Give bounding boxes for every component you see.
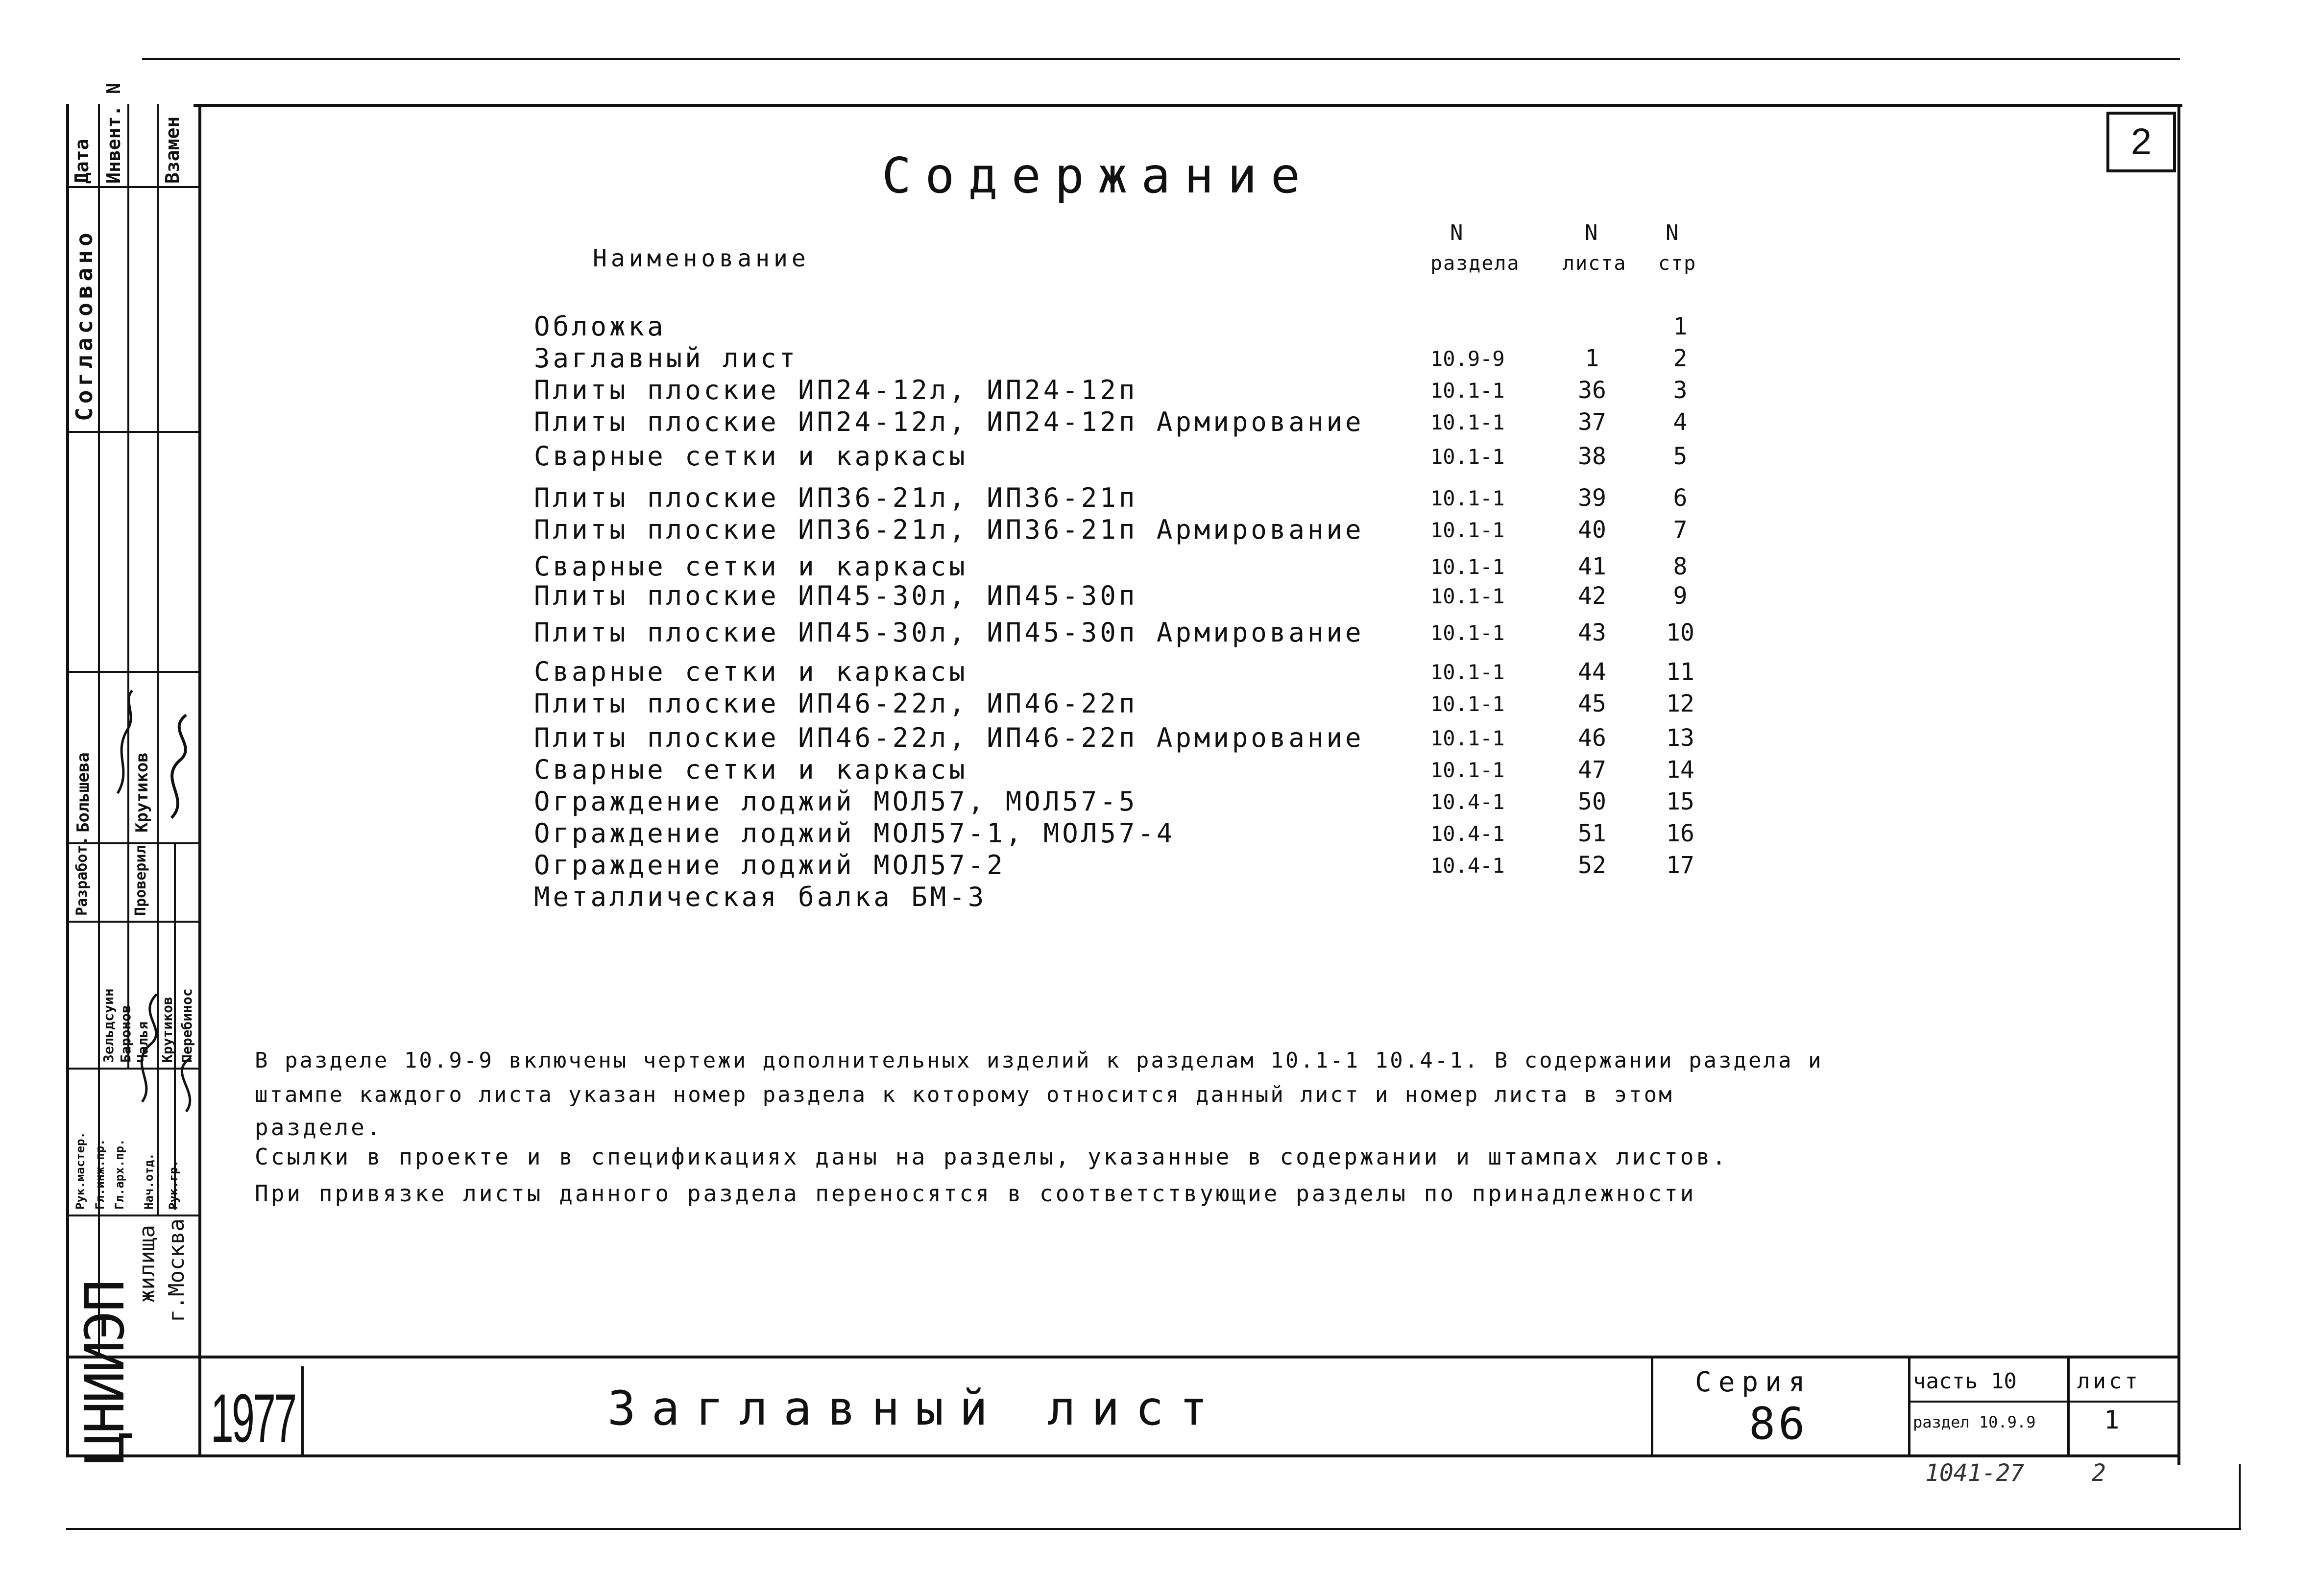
bottom-outer-border (66, 1528, 2241, 1530)
stamp-staff-name-4: Крутиков (159, 997, 175, 1063)
year: 1977 (211, 1380, 295, 1456)
title-block-top (66, 1356, 2180, 1358)
note-line-3: разделе. (255, 1114, 383, 1141)
list-item: Заглавный лист 10.9-9 1 2 (534, 343, 1688, 374)
archive-page: 2 (2092, 1459, 2106, 1487)
list-item: Сварные сетки и каркасы 10.1-1 38 5 (534, 441, 1688, 472)
title-block-title: Заглавный лист (607, 1381, 1224, 1436)
tb-div-part (1908, 1356, 1910, 1454)
stamp-replace-label: Взамен (162, 116, 183, 184)
list-item: Металлическая балка БМ-3 (534, 881, 987, 912)
stamp-sep-7 (66, 1215, 198, 1216)
list-item: Плиты плоские ИП24-12л, ИП24-12п 10.1-1 36 3 (534, 375, 1688, 405)
org-name: жилища (135, 1225, 160, 1303)
right-outer-border (2239, 1464, 2241, 1528)
stamp-staff-name-1: Зельдсуин (100, 988, 117, 1063)
signatures-drawing (69, 671, 198, 1210)
left-inner-border (198, 104, 201, 1455)
header-section: раздела (1430, 252, 1520, 275)
list-item: Плиты плоские ИП36-21л, ИП36-21п 10.1-1 39 6 (534, 482, 1688, 513)
tb-row-split (1908, 1401, 2177, 1403)
list-item: Плиты плоские ИП45-30л, ИП45-30п 10.1-1 42 9 (534, 580, 1688, 611)
top-outer-border (142, 58, 2180, 60)
note-line-4: Ссылки в проекте и в спецификациях даны на разделы, указанные в содержании и штампах листов. (255, 1143, 1728, 1170)
top-inner-border (193, 104, 2182, 107)
stamp-staff-role-4: Нач.отд. (142, 1153, 156, 1210)
stamp-sep-2 (66, 431, 198, 433)
stamp-staff-name-3: Чалья (135, 1021, 151, 1063)
header-sheet-n: N (1585, 220, 1599, 245)
stamp-staff-role-2: Гл.инж.пр. (93, 1139, 107, 1210)
series-value: 86 (1749, 1398, 1808, 1450)
list-item: Сварные сетки и каркасы 10.1-1 44 11 (534, 656, 1694, 687)
header-sheet: листа (1563, 252, 1627, 275)
list-item: Плиты плоские ИП24-12л, ИП24-12п Армирование 10.1-1 37 4 (534, 406, 1688, 437)
section-label: раздел 10.9.9 (1913, 1413, 2036, 1431)
title-block-bottom (66, 1454, 2180, 1457)
stamp-staff-name-5: Перебинос (179, 988, 195, 1063)
header-page: стр (1658, 252, 1697, 275)
stamp-name-2: Крутиков (132, 752, 152, 833)
tb-div-series (1651, 1356, 1653, 1454)
note-line-5: При привязке листы данного раздела переносятся в соответствующие разделы по принадлежности (255, 1180, 1696, 1207)
stamp-staff-role-5: Рук.гр. (167, 1160, 180, 1210)
list-item: Сварные сетки и каркасы 10.1-1 47 14 (534, 754, 1694, 785)
list-item: Плиты плоские ИП46-22л, ИП46-22п 10.1-1 45 12 (534, 688, 1694, 719)
sheet-value: 1 (2104, 1405, 2120, 1435)
series-label: Серия (1695, 1366, 1812, 1398)
stamp-sep-1 (66, 186, 198, 188)
list-item: Плиты плоские ИП36-21л, ИП36-21п Армирование 10.1-1 40 7 (534, 514, 1688, 545)
list-item: Ограждение лоджий МОЛ57, МОЛ57-5 10.4-1 50 15 (534, 786, 1694, 817)
stamp-role-2: Проверил (132, 845, 149, 916)
org-city: г.Москва (164, 1218, 189, 1322)
header-name: Наименование (593, 245, 810, 272)
stamp-staff-role-1: Рук.мастер. (73, 1132, 87, 1210)
org-logo: ЦНИИЭП (73, 1281, 136, 1464)
stamp-date-label: Дата (71, 139, 93, 184)
stamp-role-1: Разработ. (73, 836, 91, 916)
header-section-n: N (1450, 220, 1464, 245)
tb-div-year (301, 1366, 304, 1454)
page-title: Содержание (882, 147, 1314, 204)
list-item: Плиты плоские ИП45-30л, ИП45-30п Армирование 10.1-1 43 10 (534, 617, 1694, 648)
right-border (2177, 104, 2180, 1465)
stamp-name-1: Большева (73, 752, 93, 833)
corner-sheet-number: 2 (2106, 112, 2176, 172)
note-line-2: штампе каждого листа указан номер раздела к которому относится данный лист и номер листа в этом (255, 1082, 1674, 1107)
header-page-n: N (1666, 220, 1680, 245)
list-item: Плиты плоские ИП46-22л, ИП46-22п Армирование 10.1-1 46 13 (534, 722, 1694, 753)
stamp-inventory-label: Инвент. N (103, 83, 124, 184)
note-line-1: В разделе 10.9-9 включены чертежи дополнительных изделий к разделам 10.1-1 10.4-1. В содержании раздела и (255, 1048, 1823, 1073)
stamp-staff-role-3: Гл.арх.пр. (113, 1139, 126, 1210)
tb-div-sheet (2067, 1356, 2070, 1454)
list-item: Ограждение лоджий МОЛ57-1, МОЛ57-4 10.4-1 51 16 (534, 818, 1694, 849)
sheet-label: лист (2077, 1369, 2141, 1394)
part-label: часть 10 (1913, 1369, 2017, 1394)
list-item: Обложка 1 (534, 311, 1688, 342)
stamp-staff-name-2: Баронов (118, 1004, 134, 1063)
archive-number: 1041-27 (1925, 1459, 2025, 1487)
list-item: Ограждение лоджий МОЛ57-2 10.4-1 52 17 (534, 850, 1694, 881)
list-item: Сварные сетки и каркасы 10.1-1 41 8 (534, 551, 1688, 582)
stamp-approved-label: Согласовано (71, 229, 97, 421)
